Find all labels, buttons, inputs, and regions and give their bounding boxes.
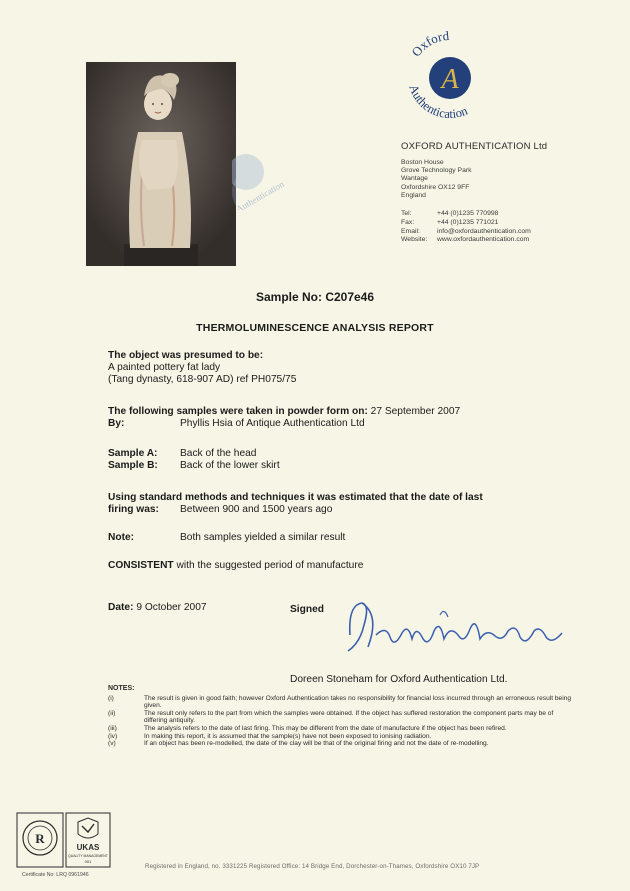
note-label: Note: bbox=[108, 532, 135, 543]
certification-badges bbox=[16, 812, 112, 870]
notes bbox=[108, 685, 578, 748]
signed-label: Signed bbox=[290, 604, 324, 615]
method-line: Using standard methods and techniques it was estimated that the date of last bbox=[108, 492, 483, 503]
signature bbox=[340, 595, 580, 665]
note-section bbox=[108, 532, 345, 544]
date-section bbox=[108, 602, 207, 614]
address-line: Boston House bbox=[401, 159, 444, 166]
address-line: Wantage bbox=[401, 175, 428, 183]
sample-b-value: Back of the lower skirt bbox=[180, 460, 280, 471]
consistent-text: with the suggested period of manufacture bbox=[173, 560, 364, 571]
object-photo bbox=[86, 62, 236, 266]
registered-office: Registered in England, no. 3331225 Registered Office: 14 Bridge End, Dorchester-on-Thames, Oxfordshire OX10 7JP bbox=[145, 863, 480, 870]
note-item: (i) The result is given in good faith; however Oxford Authentication takes no responsibility for financial loss incurred through an erroneous result being given. bbox=[108, 694, 572, 710]
company-logo bbox=[400, 18, 500, 128]
certificate-number: Certificate No: LRQ 0961946 bbox=[22, 872, 89, 878]
contact-fax: Fax: +44 (0)1235 771021 bbox=[401, 218, 499, 226]
logo-text-top: Oxford bbox=[408, 27, 450, 60]
address-line: Oxfordshire OX12 9FF bbox=[401, 183, 470, 191]
presumed-section bbox=[108, 350, 296, 386]
logo-text-bottom: Authentication bbox=[406, 82, 470, 122]
watermark-text: Authentication bbox=[234, 178, 286, 210]
company-name: OXFORD AUTHENTICATION Ltd bbox=[401, 141, 548, 152]
logo-letter: A bbox=[441, 64, 459, 95]
svg-text:R: R bbox=[35, 831, 45, 846]
firing-value: Between 900 and 1500 years ago bbox=[180, 504, 333, 515]
consistent-section bbox=[108, 560, 363, 572]
date-value: 9 October 2007 bbox=[136, 602, 207, 613]
address-line: England bbox=[401, 191, 426, 199]
sample-a-value: Back of the head bbox=[180, 448, 257, 459]
contact-website: Website: www.oxfordauthentication.com bbox=[401, 236, 530, 244]
company-contacts bbox=[401, 210, 531, 245]
ukas-sub: QUALITY MANAGEMENT bbox=[68, 854, 108, 858]
samples-section bbox=[108, 406, 460, 430]
address-line: Grove Technology Park bbox=[401, 167, 472, 175]
consistent-label: CONSISTENT bbox=[108, 560, 174, 571]
ukas-label: UKAS bbox=[76, 843, 100, 852]
by-value: Phyllis Hsia of Antique Authentication Ltd bbox=[180, 418, 365, 429]
firing-label: firing was: bbox=[108, 504, 159, 515]
ukas-crown-icon bbox=[78, 818, 98, 838]
samples-heading: The following samples were taken in powder form on: bbox=[108, 406, 368, 417]
by-label: By: bbox=[108, 418, 125, 429]
ukas-code: 001 bbox=[84, 859, 92, 864]
signatory: Doreen Stoneham for Oxford Authentication Ltd. bbox=[290, 674, 508, 685]
sample-number: Sample No: C207e46 bbox=[255, 290, 375, 304]
company-address bbox=[401, 159, 472, 200]
method-section bbox=[108, 492, 483, 516]
presumed-heading: The object was presumed to be: bbox=[108, 350, 264, 361]
note-item: (iii) The analysis refers to the date of last firing. This may be different from the date of manufacture if the object has been refired. bbox=[108, 724, 507, 732]
note-item: (ii) The result only refers to the part from which the samples were obtained. If the object has suffered restoration the component parts may be of differing antiquity. bbox=[108, 709, 554, 725]
contact-tel: Tel: +44 (0)1235 770998 bbox=[401, 210, 499, 217]
sample-a-label: Sample A: bbox=[108, 448, 158, 459]
notes-heading: NOTES: bbox=[108, 685, 135, 692]
note-value: Both samples yielded a similar result bbox=[180, 532, 346, 543]
watermark-logo bbox=[232, 150, 292, 210]
sample-b-label: Sample B: bbox=[108, 460, 158, 471]
samples-list bbox=[108, 448, 280, 472]
figurine-image bbox=[86, 62, 236, 266]
presumed-line: (Tang dynasty, 618-907 AD) ref PH075/75 bbox=[108, 374, 297, 385]
report-title: THERMOLUMINESCENCE ANALYSIS REPORT bbox=[196, 322, 434, 334]
date-label: Date: bbox=[108, 602, 134, 613]
note-item: (iv) In making this report, it is assumed that the sample(s) have not been exposed to ionising radiation. bbox=[108, 732, 432, 740]
note-item: (v) If an object has been re-modelled, the date of the clay will be that of the original firing and not the date of re-modelling. bbox=[108, 740, 489, 748]
contact-email: Email: info@oxfordauthentication.com bbox=[401, 227, 531, 235]
presumed-line: A painted pottery fat lady bbox=[108, 362, 221, 373]
samples-date: 27 September 2007 bbox=[367, 406, 461, 417]
